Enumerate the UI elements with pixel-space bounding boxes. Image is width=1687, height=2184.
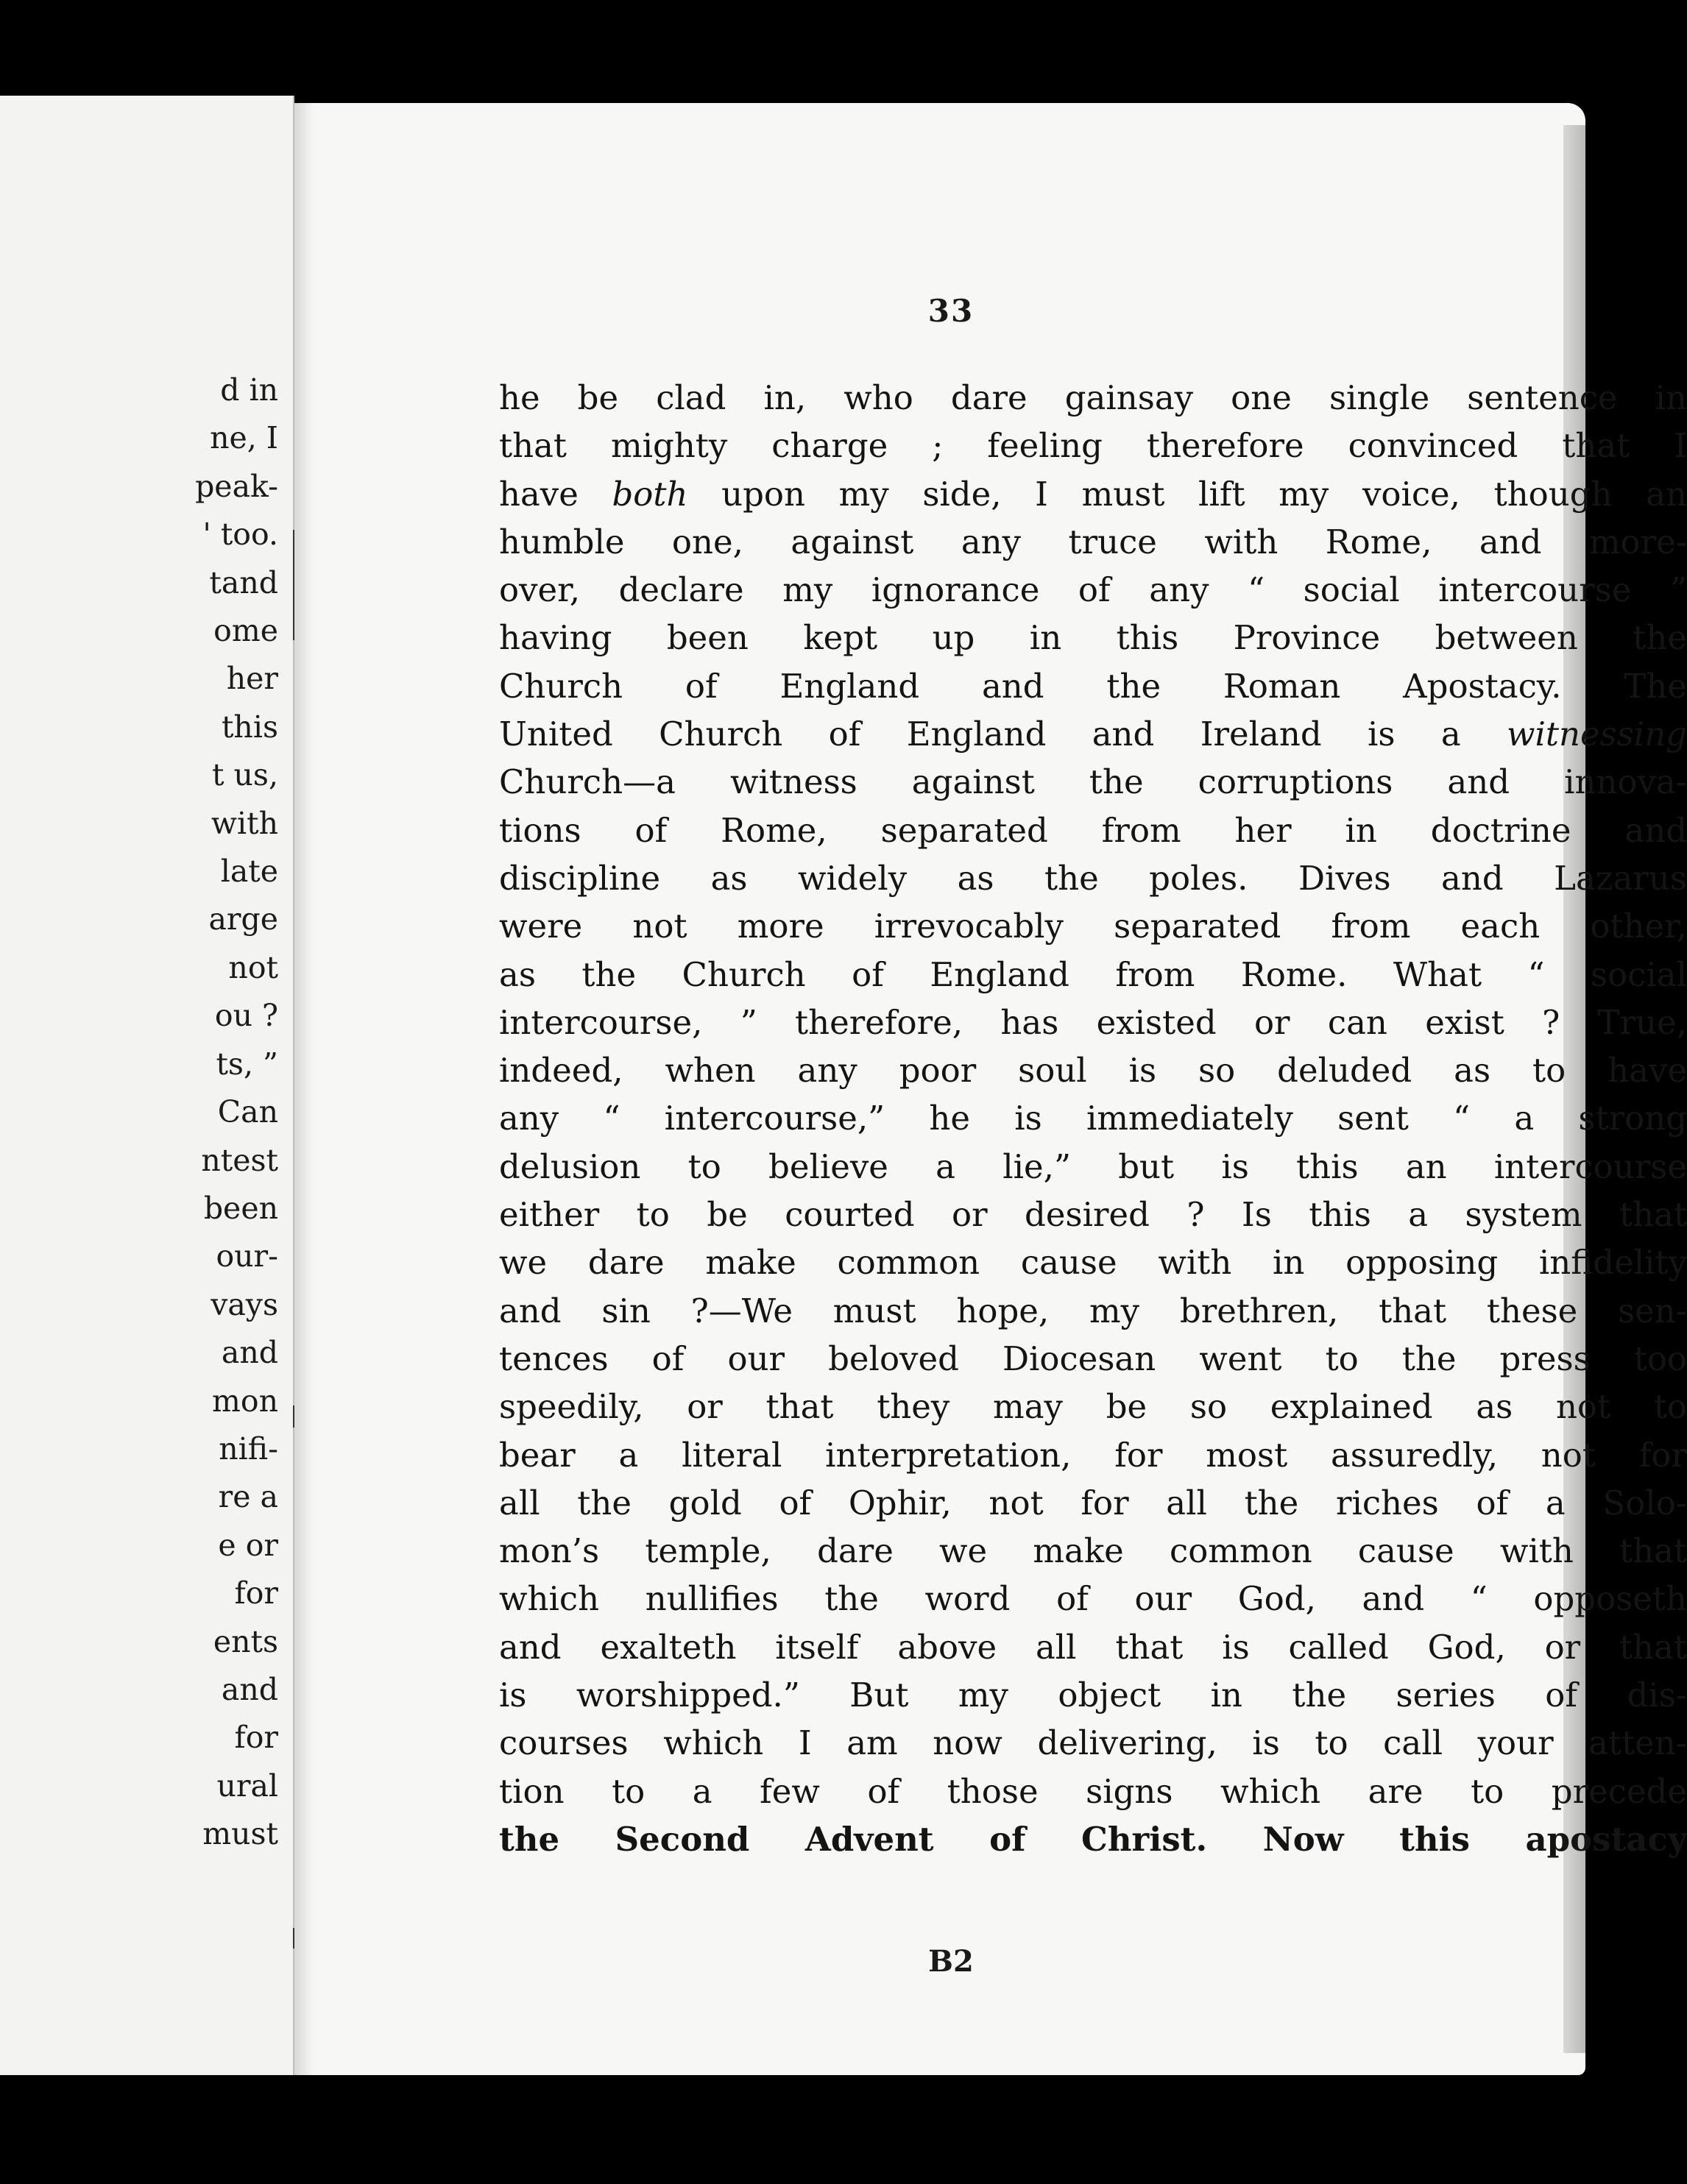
text-line: tences of our beloved Diocesan went to the press too — [499, 1339, 1687, 1378]
text-line: we dare make common cause with in opposing infidelity — [499, 1243, 1687, 1283]
left-line: been — [203, 1190, 278, 1226]
right-page — [294, 103, 1687, 2075]
left-line: for — [234, 1720, 278, 1756]
left-line: ntest — [201, 1142, 278, 1178]
left-line: ural — [216, 1768, 278, 1804]
left-line: Can — [217, 1094, 278, 1130]
left-line: must — [202, 1816, 278, 1852]
left-line: ents — [213, 1623, 278, 1659]
text-line: delusion to believe a lie,” but is this an intercourse — [499, 1146, 1687, 1186]
text-line: and sin ?—We must hope, my brethren, that these sen- — [499, 1291, 1687, 1330]
left-page-text — [195, 366, 278, 1859]
left-line: late — [220, 854, 278, 890]
italic-word: witnessing — [1507, 715, 1687, 754]
left-line: re a — [218, 1479, 278, 1515]
left-line: her — [226, 661, 278, 697]
page-number: 33 — [927, 293, 975, 329]
left-line: t us, — [212, 757, 278, 793]
text-line: bear a literal interpretation, for most assuredly, not for — [499, 1435, 1687, 1475]
text-line: which nullifies the word of our God, and “ opposeth — [499, 1579, 1687, 1619]
left-line: and — [221, 1335, 278, 1371]
signature-mark: B2 — [928, 1944, 974, 1979]
text-line: is worshipped.” But my object in the series of dis- — [499, 1676, 1687, 1715]
left-line: this — [221, 709, 278, 745]
text-line: as the Church of England from Rome. What “ social — [499, 954, 1687, 994]
text-line: indeed, when any poor soul is so deluded as to have — [499, 1051, 1687, 1091]
left-line: arge — [208, 901, 278, 937]
left-line: tand — [209, 564, 278, 600]
text-line: he be clad in, who dare gainsay one single sentence in — [499, 378, 1687, 417]
text-line: United Church of England and Ireland is a witnessing — [499, 715, 1687, 754]
text-line: and exalteth itself above all that is called God, or that — [499, 1627, 1687, 1667]
text-line: mon’s temple, dare we make common cause with that — [499, 1531, 1687, 1571]
left-line: ome — [213, 613, 278, 649]
text-line: speedily, or that they may be so explained as not to — [499, 1387, 1687, 1427]
text-line: that mighty charge ; feeling therefore convinced that I — [499, 426, 1687, 466]
left-line: ou ? — [214, 998, 278, 1034]
text-line: tion to a few of those signs which are to precede — [499, 1771, 1687, 1811]
text-line: discipline as widely as the poles. Dives and Lazarus — [499, 858, 1687, 898]
left-line: e or — [218, 1527, 278, 1563]
text-line: all the gold of Ophir, not for all the riches of a Solo- — [499, 1483, 1687, 1522]
left-line: for — [234, 1575, 278, 1612]
text-line: having been kept up in this Province between the — [499, 618, 1687, 658]
text-line: any “ intercourse,” he is immediately sent “ a strong — [499, 1099, 1687, 1138]
left-line: d in — [220, 372, 278, 408]
left-page — [0, 96, 294, 2075]
left-line: vays — [211, 1286, 278, 1322]
text-line: Church—a witness against the corruptions and innova- — [499, 762, 1687, 802]
body-text — [499, 374, 1687, 1863]
left-line: mon — [212, 1383, 278, 1419]
left-line: ts, ” — [216, 1046, 278, 1082]
left-line: ne, I — [210, 420, 278, 456]
left-line: peak- — [195, 468, 278, 504]
left-line: not — [228, 949, 278, 985]
text-line: either to be courted or desired ? Is this a system that — [499, 1195, 1687, 1235]
text-line: have both upon my side, I must lift my voice, though an — [499, 474, 1687, 514]
text-line: tions of Rome, separated from her in doctrine and — [499, 810, 1687, 850]
text-line: humble one, against any truce with Rome, and more- — [499, 522, 1687, 561]
text-line: courses which I am now delivering, is to call your atten- — [499, 1723, 1687, 1763]
binding-shadow — [294, 103, 314, 2075]
text-line: intercourse, ” therefore, has existed or can exist ? True, — [499, 1002, 1687, 1042]
left-line: with — [211, 805, 278, 841]
text-line: were not more irrevocably separated from each other, — [499, 907, 1687, 946]
left-line: our- — [216, 1238, 278, 1274]
left-line: and — [221, 1671, 278, 1707]
text-line: over, declare my ignorance of any “ social intercourse ” — [499, 570, 1687, 610]
text-line: Church of England and the Roman Apostacy. The — [499, 666, 1687, 706]
left-line: nifi- — [219, 1430, 278, 1467]
italic-word: both — [612, 474, 688, 514]
text-line: the Second Advent of Christ. Now this apostacy — [499, 1819, 1687, 1859]
left-line: ' too. — [202, 517, 278, 553]
